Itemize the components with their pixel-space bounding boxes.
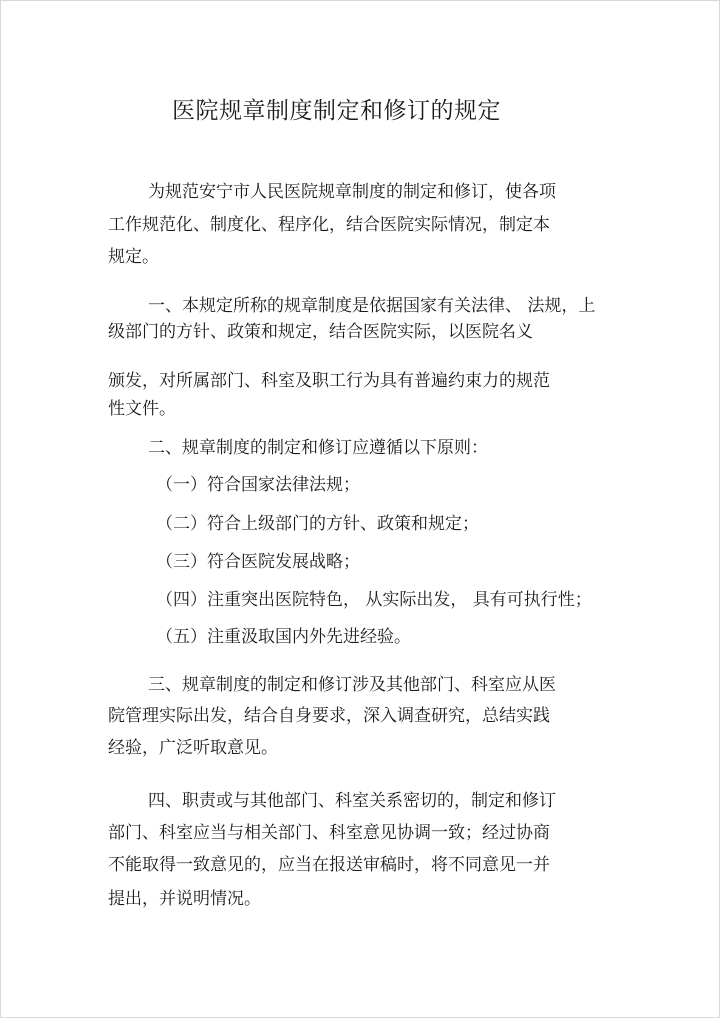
article3-line-2: 院管理实际出发，结合自身要求，深入调查研究，总结实践 [108,706,550,726]
article2-item-1: （一）符合国家法律法规； [156,475,360,495]
article1-line-1: 一、本规定所称的规章制度是依据国家有关法律、 法规，上 [148,296,596,316]
article3-line-1: 三、规章制度的制定和修订涉及其他部门、科室应从医 [148,675,556,695]
article2-item-2: （二）符合上级部门的方针、政策和规定； [156,514,479,534]
article1-line-3: 颁发，对所属部门、科室及职工行为具有普遍约束力的规范 [108,371,550,391]
article1-line-2: 级部门的方针、政策和规定，结合医院实际，以医院名义 [108,322,533,342]
article4-line-4: 提出，并说明情况。 [108,889,261,909]
intro-line-1: 为规范安宁市人民医院规章制度的制定和修订，使各项 [148,182,556,202]
article4-line-1: 四、职责或与其他部门、科室关系密切的，制定和修订 [148,791,556,811]
article2-heading: 二、规章制度的制定和修订应遵循以下原则： [148,438,488,458]
article1-line-4: 性文件。 [108,399,176,419]
intro-line-2: 工作规范化、制度化、程序化，结合医院实际情况，制定本 [108,215,550,235]
intro-line-3: 规定。 [108,247,159,267]
article3-line-3: 经验，广泛听取意见。 [108,738,278,758]
article2-item-4: （四）注重突出医院特色， 从实际出发， 具有可执行性； [156,590,592,610]
article2-item-5: （五）注重汲取国内外先进经验。 [156,627,411,647]
article4-line-2: 部门、科室应当与相关部门、科室意见协调一致；经过协商 [108,823,550,843]
article4-line-3: 不能取得一致意见的，应当在报送审稿时，将不同意见一并 [108,855,550,875]
article2-item-3: （三）符合医院发展战略； [156,552,360,572]
document-title: 医院规章制度制定和修订的规定 [172,98,501,124]
